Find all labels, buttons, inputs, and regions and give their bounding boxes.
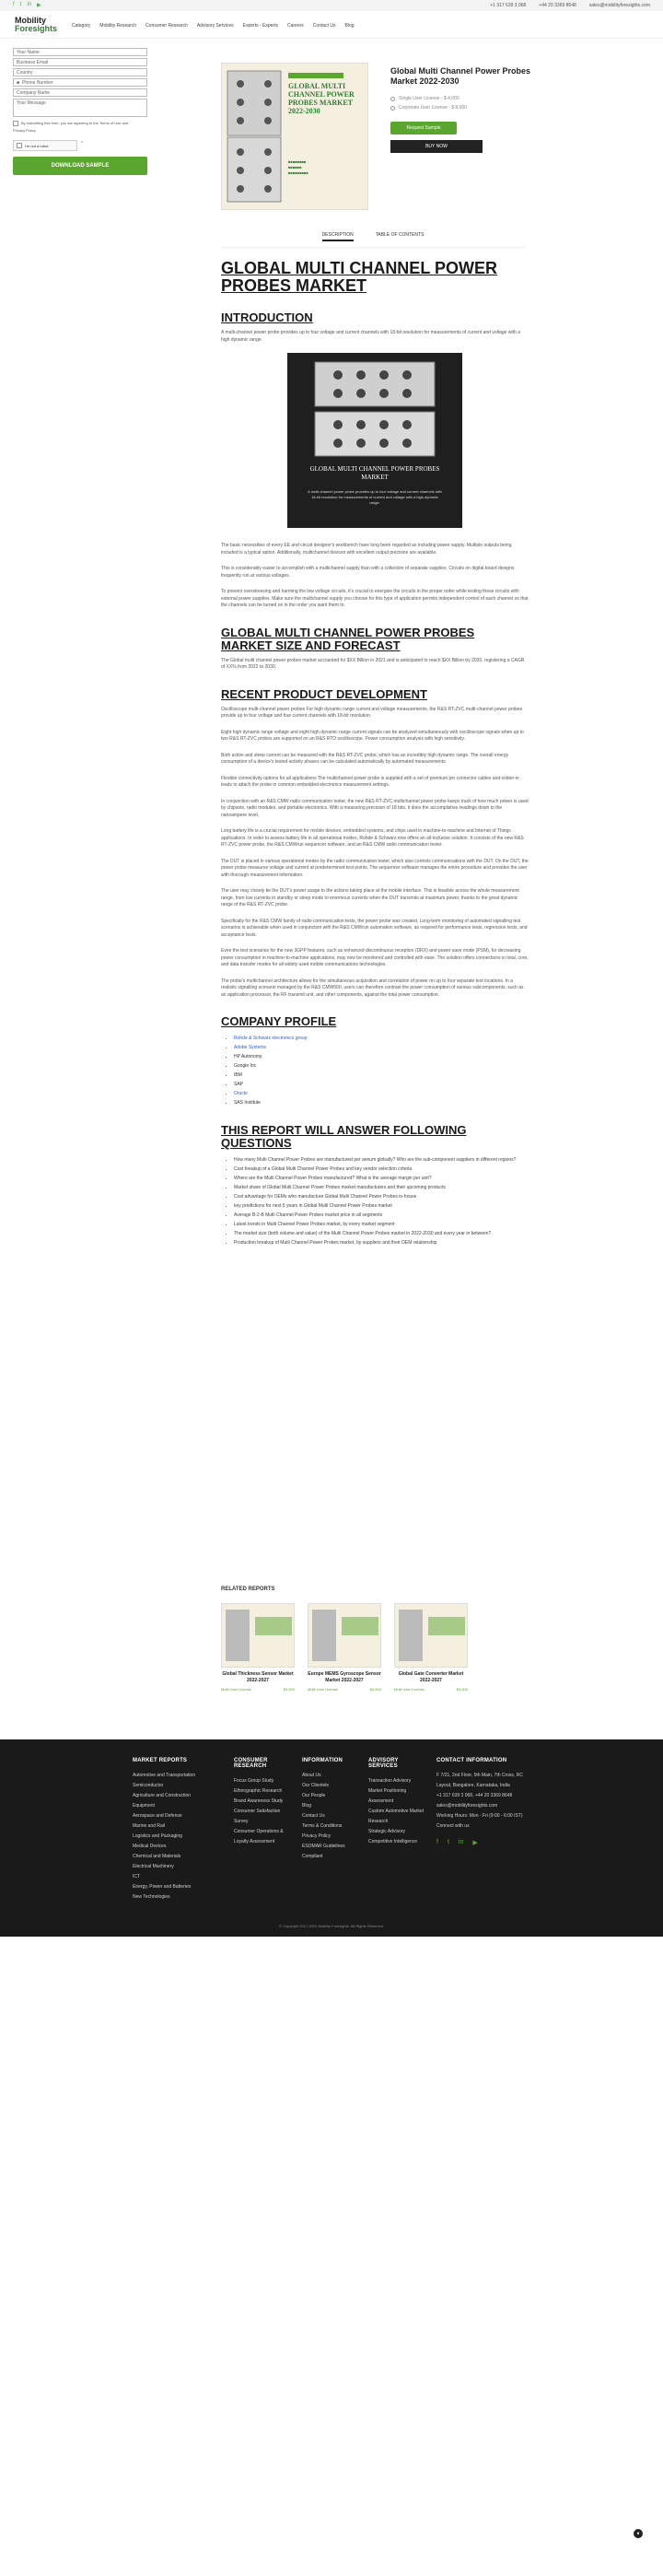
captcha-label: I'm not a robot: [25, 143, 49, 148]
footer-link[interactable]: Blog: [302, 1803, 312, 1809]
list-item: • HP Autonomy: [234, 1052, 529, 1061]
related-title[interactable]: Europe MEMS Gyroscope Sensor Market 2022-2027: [308, 1671, 381, 1683]
site-footer: [0, 1739, 663, 1937]
nav-advisory[interactable]: Advisory Services: [196, 23, 234, 29]
footer-connect-label: Connect with us: [436, 1823, 470, 1829]
related-card[interactable]: [394, 1603, 468, 1692]
intro-paragraph-4: To prevent overstressing and harming the low voltage circuits, it's crucial to energize the circuits in the proper order while testing these circuits with external power supplies. Make sure the multichannel supply you choose for this type of application permits independent control of each channel so that the channels can be turned on in the order you want them to.: [221, 589, 529, 608]
related-thumbnail[interactable]: [394, 1603, 468, 1668]
linkedin-icon[interactable]: in: [458, 1839, 464, 1845]
related-reports: [221, 1603, 470, 1692]
figure-caption: GLOBAL MULTI CHANNEL POWER PROBES MARKET: [309, 465, 440, 481]
footer-link[interactable]: Terms & Conditions: [302, 1823, 343, 1829]
related-card[interactable]: [221, 1603, 295, 1692]
list-item: • Cost breakup of a Global Multi Channel Power Probes and key vendor selection criteria: [234, 1165, 529, 1174]
footer-information: [302, 1758, 357, 1862]
footer-link[interactable]: Marine and Rail: [133, 1823, 166, 1829]
copyright: © Copyright 2017-2024 Mobility Foresights. All Rights Reserved.: [278, 1924, 385, 1928]
related-license: Multi User License: [394, 1687, 425, 1692]
related-thumbnail[interactable]: [221, 1603, 295, 1668]
single-license-option[interactable]: [390, 96, 538, 101]
footer-link[interactable]: Aerospace and Defense: [133, 1813, 182, 1819]
image-ribbon: [288, 73, 343, 78]
footer-phone[interactable]: +1 317 639 3 068, +44 20 3369 8648: [436, 1793, 513, 1798]
twitter-icon[interactable]: t: [447, 1839, 449, 1845]
message-field[interactable]: Your Message: [13, 99, 147, 117]
product-title: Global Multi Channel Power Probes Market 2022-2030: [390, 66, 531, 86]
article-figure: [287, 353, 462, 528]
nav-careers[interactable]: Careers: [287, 23, 304, 29]
list-item: • SAP: [234, 1080, 529, 1089]
list-item: • Google Inc: [234, 1061, 529, 1071]
consent-text: By submitting this form, you are agreeing to the Terms of Use and: [21, 121, 129, 125]
related-license: Multi User License: [221, 1687, 251, 1692]
footer-link[interactable]: Strategic Advisory: [368, 1829, 406, 1834]
footer-link[interactable]: Our People: [302, 1793, 326, 1798]
figure-subcaption: A multi-channel power probe provides up to four voltage and current channels with 18-bit resolution for measurements of current and voltage with a high dynamic range.: [308, 489, 442, 505]
development-paragraph-10: Even the test scenarios for the new 3GPP features, such as enhanced discontinuous reception (DRX) and power save mode (PSM), for decreasing power consumption in machine-to-machine applications, may now be monitored and controlled with ease. The solution offers connections in total, core, and data transfer modes for all widely used mobile communications technologies.: [221, 948, 529, 967]
corporate-license-label: Corporate User License - $ 8,000: [399, 105, 467, 111]
related-price: $3,500: [283, 1687, 295, 1692]
phone-2[interactable]: +44 20 3369 8648: [539, 3, 576, 8]
footer-heading: ADVISORY SERVICES: [368, 1758, 399, 1769]
top-bar: [0, 0, 663, 11]
footer-link[interactable]: Brand Awareness Study: [234, 1798, 284, 1804]
footer-social: [436, 1839, 529, 1846]
footer-link[interactable]: Contact Us: [302, 1813, 325, 1819]
list-item: • How many Multi Channel Power Probes are manufactured per annum globally? Who are the sub-component suppliers in different regions?: [234, 1155, 529, 1165]
footer-link[interactable]: Electrical Machinery: [133, 1864, 174, 1869]
related-price-row: [394, 1687, 468, 1692]
privacy-link[interactable]: Privacy Policy: [13, 128, 36, 133]
consent-checkbox[interactable]: [13, 121, 18, 126]
development-paragraph-8: The user may closely tie the DUT's power usage to the actions taking place at the mobile interface. This is feasible across the whole measurement range, from low currents in standby or sleep mode to enormous currents when the DUT transmits at maximum power, thanks to the great dynamic range of the R&S RT-ZVC probe.: [221, 888, 519, 907]
footer-hours: Working Hours: Mon - Fri (9:00 - 6:00 IST): [436, 1813, 523, 1819]
development-paragraph-2: Eight high dynamic range voltage and eight high dynamic range current signals can be analyzed simultaneously with oscilloscope signals when up to two R&S RT-ZVC probes are supported on an R&S RTO oscilloscope. Power consumption analysis with high sensitivity.: [221, 729, 524, 742]
email-link[interactable]: sales@mobilityforesights.com: [588, 3, 650, 8]
list-item: • Production breakup of Multi Channel Power Probes market, by suppliers and their OEM relationship: [234, 1238, 529, 1247]
footer-link[interactable]: Competitive Intelligence: [368, 1839, 418, 1844]
footer-heading: CONSUMER RESEARCH: [234, 1758, 268, 1769]
corporate-license-option[interactable]: [390, 105, 538, 111]
list-item: • key predictions for next 5 years in Global Multi Channel Power Probes market: [234, 1201, 529, 1211]
list-item: • SAS Institute: [234, 1098, 529, 1107]
nav-mobility-research[interactable]: Mobility Research: [99, 23, 137, 29]
footer-link[interactable]: New Technologies: [133, 1894, 170, 1900]
recaptcha-icon: ↻: [81, 140, 84, 144]
product-image: [221, 63, 368, 210]
footer-heading: CONTACT INFORMATION: [436, 1758, 507, 1763]
related-title[interactable]: Global Gate Converter Market 2022-2027: [398, 1671, 464, 1683]
intro-paragraph-1: A multi-channel power probe provides up to four voltage and current channels with 18-bit resolution for measurements of current and voltage with a high dynamic range.: [221, 330, 520, 343]
intro-paragraph-3: This is considerably easier to accomplish with a multichannel supply than with a collection of separate supplies. Circuits on digital board designs frequently run at various voltages.: [221, 566, 515, 579]
questions-list: [234, 1155, 529, 1247]
footer-link[interactable]: Focus Group Study: [234, 1778, 274, 1784]
top-contacts: [490, 3, 650, 8]
related-license: Multi User License: [308, 1687, 338, 1692]
footer-link[interactable]: Ethnographic Research: [234, 1788, 283, 1794]
image-title: GLOBAL MULTI CHANNEL POWER PROBES MARKET 2022-2030: [288, 82, 355, 115]
chat-badge-icon[interactable]: ●: [634, 2529, 643, 2538]
footer-link[interactable]: Privacy Policy: [302, 1833, 332, 1839]
list-item: • Where are the Multi Channel Power Probes manufactured? What is the average margin per unit?: [234, 1174, 529, 1183]
email-field[interactable]: Business Email: [13, 58, 147, 66]
market-size-heading: GLOBAL MULTI CHANNEL POWER PROBES MARKET SIZE AND FORECAST: [221, 625, 475, 652]
related-card[interactable]: [308, 1603, 381, 1692]
development-paragraph-9: Specifically for the R&S CMW family of radio communication tests, the power probe was created. Long-term monitoring of automated signalling test scenarios is achievable when used in conjunction with the R&S CMWrun automation software, as required for performance tests, regression tests, and acceptance tests.: [221, 918, 528, 938]
linkedin-icon[interactable]: in: [27, 2, 32, 7]
download-sample-button[interactable]: DOWNLOAD SAMPLE: [13, 157, 147, 175]
development-paragraph-11: The probe's multichannel architecture allows for the simultaneous acquisition and correlation of power on up to four separate test locations. In a realistic signalling scenario managed by the R&S CMW500, users can therefore contrast the power consumption of various subcomponents, such as an application processor, the RF transmit unit, and other components, against the total power consumption.: [221, 978, 524, 998]
development-paragraph-7: The DUT is placed in various operational modes by the radio communication tester, which also controls communications with the DUT. On the DUT, the power probe measures voltage and current at predetermined test points. The sequencer software manages the entire procedure and provides the user with thorough measurement information.: [221, 858, 529, 878]
single-license-label: Single User License - $ 4,000: [399, 96, 459, 101]
product-info: [390, 66, 538, 153]
tab-description[interactable]: DESCRIPTION: [322, 232, 354, 241]
list-item: • Latest trends in Multi Channel Power Probes market, by every market segment: [234, 1220, 529, 1229]
footer-link[interactable]: ESOMAR Guidelines Compliant: [302, 1844, 345, 1859]
related-thumbnail[interactable]: [308, 1603, 381, 1668]
footer-link[interactable]: Agriculture and Construction Equipment: [133, 1793, 192, 1809]
footer-link[interactable]: Automotive and Transportation: [133, 1773, 196, 1778]
corporate-license-radio[interactable]: [390, 106, 395, 111]
development-heading: RECENT PRODUCT DEVELOPMENT: [221, 686, 427, 701]
list-item: • IBM: [234, 1071, 529, 1080]
single-license-radio[interactable]: [390, 97, 395, 101]
captcha: [13, 140, 147, 151]
footer-link[interactable]: Semiconductor: [133, 1783, 164, 1788]
article-title: GLOBAL MULTI CHANNEL POWER PROBES MARKET: [221, 259, 497, 295]
logo-line-2: Foresights: [15, 24, 58, 33]
power-probe-illustration: [226, 69, 283, 204]
footer-link[interactable]: ICT: [133, 1874, 141, 1879]
list-item: • Average B-2-B Multi Channel Power Probes market price in all segments: [234, 1211, 529, 1220]
footer-advisory: [368, 1758, 425, 1847]
nav-blog[interactable]: Blog: [344, 23, 355, 29]
footer-link[interactable]: Consumer Satisfaction Survey: [234, 1809, 281, 1824]
footer-link[interactable]: Our Clientele: [302, 1783, 330, 1788]
list-item[interactable]: • Oracle: [234, 1089, 529, 1098]
footer-link[interactable]: Chemical and Materials: [133, 1854, 181, 1859]
captcha-box[interactable]: [13, 140, 77, 151]
main-nav: [72, 23, 355, 29]
footer-heading: INFORMATION: [302, 1758, 343, 1763]
twitter-icon[interactable]: t: [19, 2, 22, 7]
captcha-checkbox[interactable]: [17, 143, 22, 148]
footer-address: F 7/21, 2nd Floor, 5th Main, 7th Cross, RC Layout, Bangalore, Karnataka, India: [436, 1773, 523, 1788]
footer-link[interactable]: Consumer Operations & Loyalty Assessment: [234, 1829, 284, 1844]
report-article: [221, 260, 529, 1257]
tab-table-of-contents[interactable]: TABLE OF CONTENTS: [375, 232, 425, 238]
footer-heading: MARKET REPORTS: [133, 1758, 188, 1763]
development-paragraph-4: Flexible connectivity options for all applications The multichannel power probe is supplied with a set of premium pin connector cables and solder-in leads to attach the probe in common embedded electronics measurement settings.: [221, 775, 519, 788]
related-price-row: [221, 1687, 295, 1692]
site-header: [0, 11, 663, 39]
country-field[interactable]: Country: [13, 68, 147, 76]
figure-probes-illustration: [306, 358, 444, 460]
youtube-icon[interactable]: ▶: [37, 3, 41, 8]
footer-link[interactable]: Energy, Power and Batteries: [133, 1884, 192, 1890]
development-paragraph-6: Long battery life is a crucial requirement for mobile devices, embedded systems, and chips used in machine-to-machine and Internet of Things applications. In order to assess battery life in all operational modes, Rohde & Schwarz now offers an all-inclusive solution. It consists of the new R&S RT-ZVC power probe, the R&S CMWrun sequencer software, and an R&S CMW radio communication tester.: [221, 828, 524, 848]
nav-experts[interactable]: Experts - Experts: [242, 23, 278, 29]
footer-contact: [436, 1758, 529, 1846]
buy-now-button[interactable]: BUY NOW: [390, 140, 483, 153]
market-size-paragraph: The Global multi channel power probes market accounted for $XX Billion in 2021 and is anticipated to reach $XX Billion by 2030, registering a CAGR of XX% from 2022 to 2030.: [221, 657, 525, 670]
footer-link[interactable]: Custom Automotive Market Research: [368, 1809, 425, 1824]
youtube-icon[interactable]: ▶: [472, 1840, 478, 1846]
footer-link[interactable]: Logistics and Packaging: [133, 1833, 182, 1839]
nav-consumer-research[interactable]: Consumer Research: [145, 23, 188, 29]
footer-consumer-research: [234, 1758, 291, 1847]
nav-contact[interactable]: Contact Us: [312, 23, 336, 29]
intro-heading: INTRODUCTION: [221, 310, 313, 324]
image-meta: ■■■■■■■■ ■■■■■■ ■■■■■■■■■: [288, 159, 308, 175]
company-profile-heading: COMPANY PROFILE: [221, 1014, 337, 1028]
consent-row: [13, 121, 147, 126]
company-field[interactable]: Company Name: [13, 88, 147, 97]
intro-paragraph-2: The basic necessities of every EE and circuit designer's workbench have long been regarded as including power supply. Multiple outputs being included is a typical option. Additionally, multichannel devices with excellent output precision are available.: [221, 543, 512, 556]
facebook-icon[interactable]: f: [13, 2, 15, 7]
request-sample-button[interactable]: Request Sample: [390, 122, 457, 135]
questions-heading: THIS REPORT WILL ANSWER FOLLOWING QUESTIONS: [221, 1123, 467, 1150]
company-list: [234, 1034, 529, 1107]
footer-email[interactable]: sales@mobilityforesights.com: [436, 1803, 498, 1809]
sample-form: [13, 48, 147, 175]
development-paragraph-5: In conjunction with an R&S CMW radio communication tester, the new R&S RT-ZVC multichannel power probe keeps track of how much power is used by chipsets, radio modules, and portable electronics. With a measuring precision of 18 bits, it does the accomplishes readings down to the nanoampere level.: [221, 798, 529, 818]
flag-icon: ■: [17, 79, 20, 86]
list-item: • Market share of Global Multi Channel Power Probes market manufacturers and their upcoming products: [234, 1183, 529, 1192]
footer-market-reports: [133, 1758, 206, 1903]
development-paragraph-3: Both active and sleep current can be measured with the R&S RT-ZVC probe, which has an incredibly high dynamic range. The overall energy consumption of a device's tested activity phases can be calculated automatically by automated measurements.: [221, 752, 509, 765]
related-title[interactable]: Global Thickness Sensor Market 2022-2027: [222, 1671, 294, 1683]
social-links: [13, 2, 41, 8]
list-item[interactable]: • Rohde & Schwarz electronics group: [234, 1034, 529, 1043]
nav-category[interactable]: Category: [72, 23, 91, 29]
phone-1[interactable]: +1 317 639 3 068: [490, 3, 527, 8]
related-price-row: [308, 1687, 381, 1692]
footer-link[interactable]: Market Positioning Assessment: [368, 1788, 407, 1804]
list-item: • Cost advantage for OEMs who manufacture Global Multi Channel Power Probes in-house: [234, 1192, 529, 1201]
phone-field[interactable]: [13, 78, 147, 87]
facebook-icon[interactable]: f: [436, 1839, 438, 1845]
name-field[interactable]: Your Name: [13, 48, 147, 56]
content-tabs: [221, 232, 525, 248]
footer-link[interactable]: Transaction Advisory: [368, 1778, 412, 1784]
logo-line-1: Mobility: [15, 16, 46, 25]
phone-placeholder: Phone Number: [22, 79, 53, 86]
site-logo[interactable]: [15, 17, 57, 33]
footer-link[interactable]: About Us: [302, 1773, 321, 1778]
related-price: $3,500: [456, 1687, 468, 1692]
list-item: • The market size (both volume and value) of the Multi Channel Power Probes market in 2022-2030 and every year in between?: [234, 1229, 529, 1238]
development-paragraph-1: Oscilloscope multi-channel power probes For high dynamic range current and voltage measurements, the R&S RT-ZVC multi-channel power probes provide up to four voltage and four current channels with 18-bit resolution.: [221, 706, 523, 719]
related-price: $3,500: [369, 1687, 381, 1692]
footer-link[interactable]: Medical Devices: [133, 1844, 167, 1849]
related-reports-heading: RELATED REPORTS: [221, 1587, 275, 1592]
list-item[interactable]: • Adobe Systems: [234, 1043, 529, 1052]
